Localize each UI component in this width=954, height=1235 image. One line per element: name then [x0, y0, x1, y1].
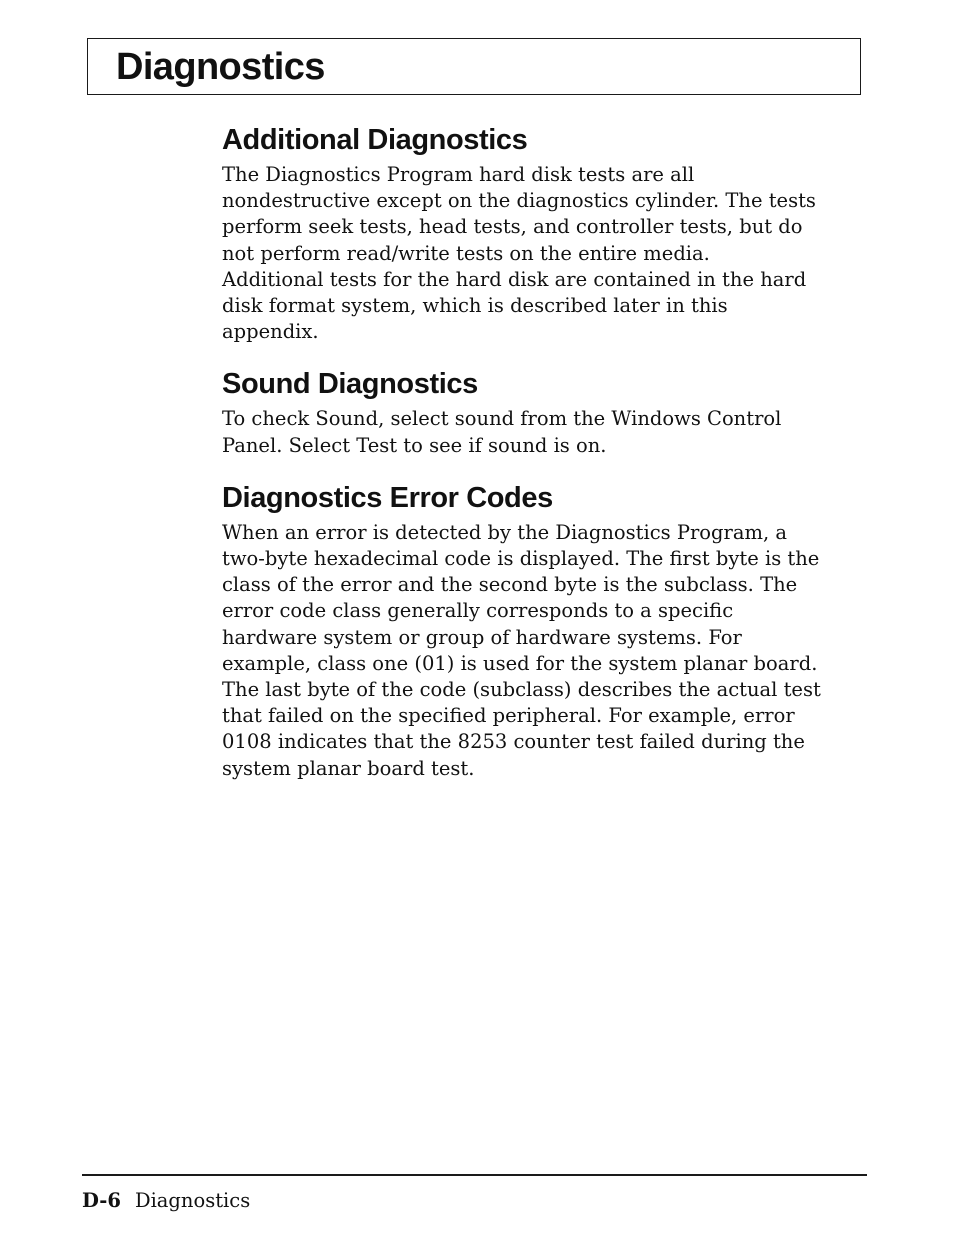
page-footer [82, 1188, 250, 1214]
section-heading: Sound Diagnostics [222, 368, 478, 401]
section-heading: Additional Diagnostics [222, 124, 528, 156]
page-number: D-6 [82, 1189, 121, 1212]
section-paragraph: When an error is detected by the Diagnostics Program, a two-byte hexadecimal code is displayed. The first byte is the class of the error and the second byte is the subclass. The error code class generally corresponds to a specific hardware system or group of hardware systems. For example, class one (01) is used for the system planar board. The last byte of the code (subclass) describes the actual test that failed on the specified peripheral. For example, error 0108 indicates that the 8253 counter test failed during the system planar board test. [222, 520, 821, 780]
page-content [222, 120, 867, 782]
chapter-title: Diagnostics [116, 46, 325, 88]
section-heading: Diagnostics Error Codes [222, 481, 553, 514]
section-additional-diagnostics [222, 120, 867, 345]
footer-chapter-label: Diagnostics [134, 1189, 251, 1212]
section-paragraph: To check Sound, select sound from the Windows Control Panel. Select Test to see if sound is on. [222, 407, 782, 457]
footer-divider [82, 1174, 867, 1176]
section-diagnostics-error-codes [222, 478, 867, 782]
chapter-header [87, 38, 861, 95]
section-paragraph: The Diagnostics Program hard disk tests are all nondestructive except on the diagnostics cylinder. The tests perform seek tests, head tests, and controller tests, but do not perform read/write tests on the entire media. Additional tests for the hard disk are contained in the hard disk format system, which is described later in this appendix. [222, 163, 816, 344]
section-sound-diagnostics [222, 364, 867, 458]
